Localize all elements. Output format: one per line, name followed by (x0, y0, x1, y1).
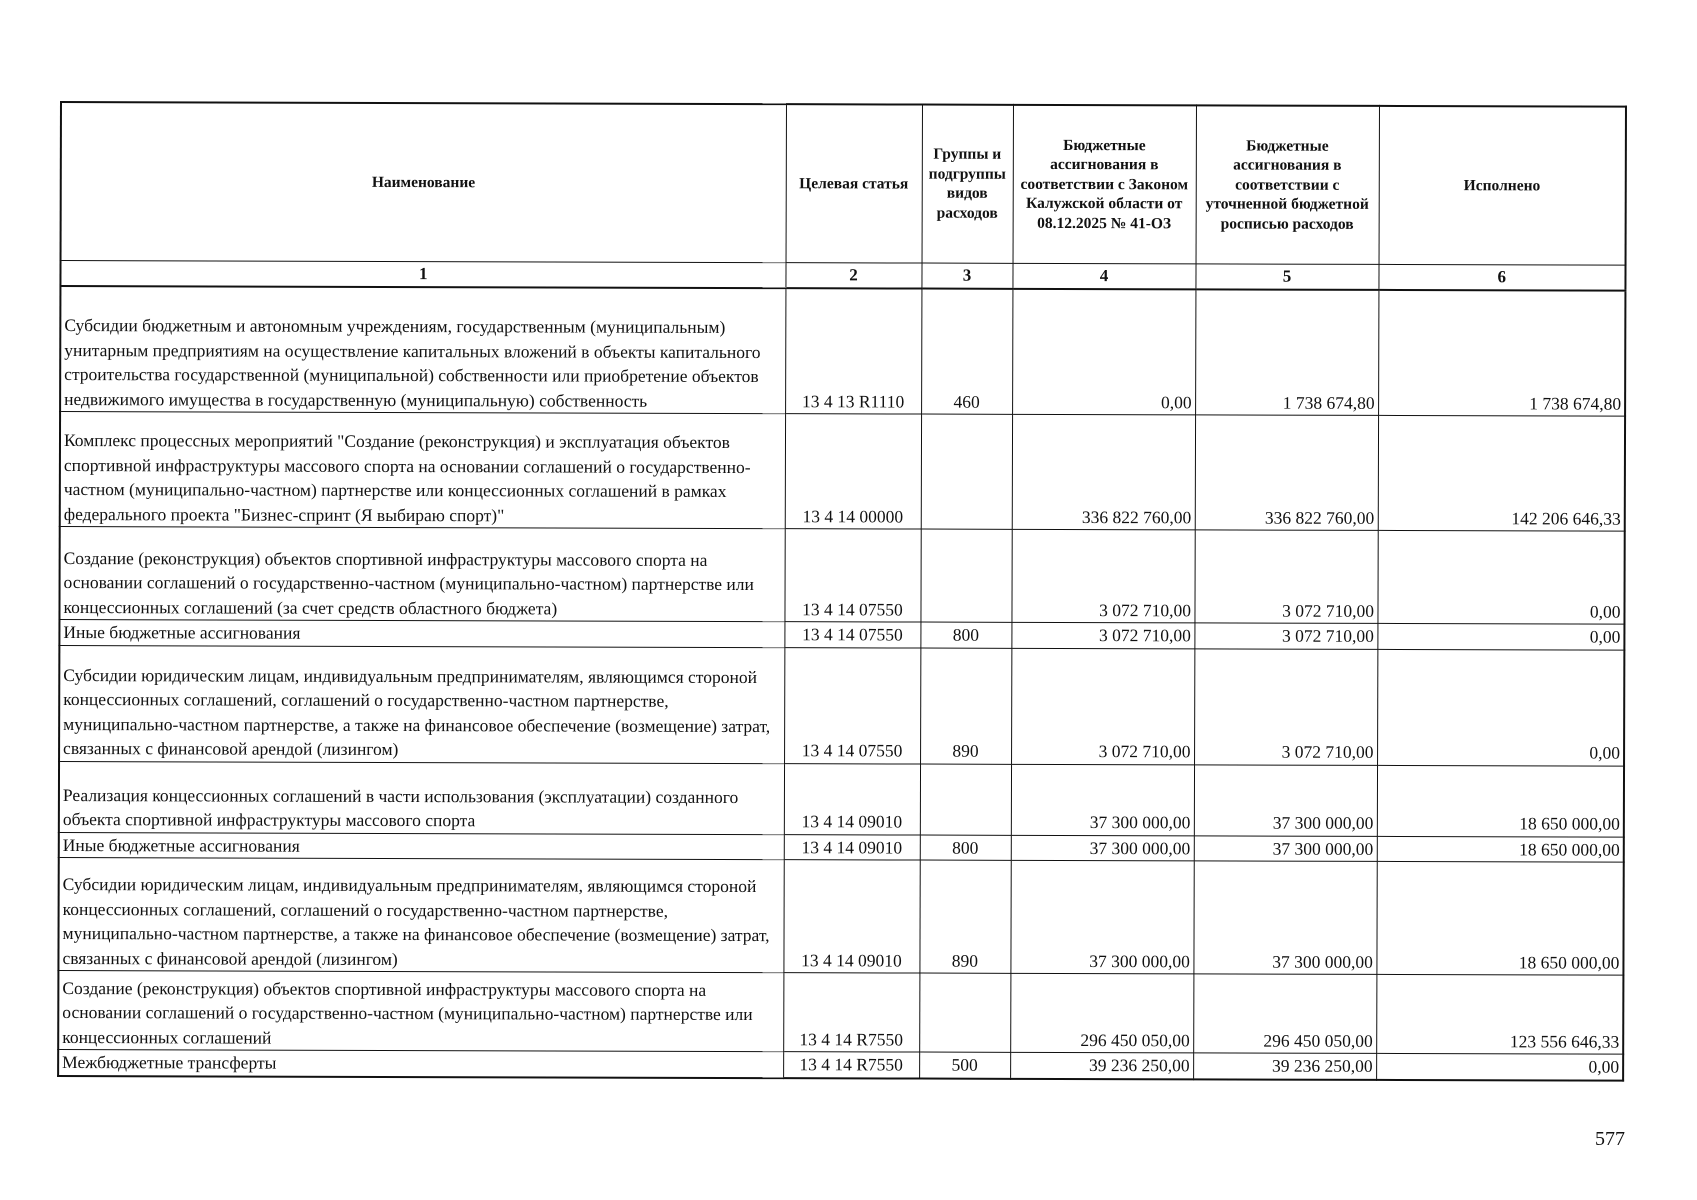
row-name: Комплекс процессных мероприятий "Создание (реконструкция) и эксплуатация объектов спортивной инфраструктуры массового спорта на основании соглашений о государственно-частном (муниципально-частном) партнерстве или концессионных соглашений в рамках федерального проекта "Бизнес-спринт (Я выбираю спорт)" (60, 412, 785, 529)
row-revised-amount: 39 236 250,00 (1193, 1053, 1376, 1080)
row-law-amount: 39 236 250,00 (1010, 1052, 1193, 1079)
row-group: 800 (920, 835, 1011, 861)
row-revised-amount: 37 300 000,00 (1194, 764, 1377, 836)
row-name: Создание (реконструкция) объектов спортивной инфраструктуры массового спорта на основании соглашений о государственно-частном (муниципально-частном) партнерстве или концессионных соглашений (за счет средств областного бюджета) (59, 527, 784, 622)
header-executed: Исполнено (1379, 106, 1626, 265)
row-executed-amount: 0,00 (1377, 530, 1624, 624)
row-executed-amount: 18 650 000,00 (1376, 861, 1623, 975)
row-group: 500 (919, 1052, 1010, 1078)
row-executed-amount: 18 650 000,00 (1377, 836, 1624, 862)
header-revised: Бюджетные ассигнования в соответствии с уточненной бюджетной росписью расходов (1196, 105, 1379, 264)
table-row (59, 761, 1624, 837)
column-number: 6 (1378, 264, 1625, 290)
row-law-amount: 3 072 710,00 (1011, 529, 1194, 623)
row-revised-amount: 1 738 674,80 (1195, 289, 1378, 416)
row-revised-amount: 37 300 000,00 (1193, 861, 1376, 975)
table-row (59, 645, 1624, 766)
table-row (58, 857, 1623, 975)
row-code: 13 4 14 07550 (784, 622, 920, 648)
row-name: Реализация концессионных соглашений в части использования (эксплуатации) созданного объекта спортивной инфраструктуры массового спорта (59, 761, 784, 834)
row-name: Субсидии юридическим лицам, индивидуальным предпринимателям, являющимся стороной концессионных соглашений, соглашений о государственно-частном партнерстве, муниципально-частном партнерстве, а также на финансовое обеспечение (возмещение) затрат, связанных с финансовой арендой (лизингом) (59, 645, 784, 763)
row-law-amount: 3 072 710,00 (1011, 648, 1194, 765)
column-number: 1 (60, 260, 785, 288)
row-code: 13 4 14 R7550 (783, 1052, 919, 1078)
row-code: 13 4 14 09010 (784, 834, 920, 860)
row-executed-amount: 123 556 646,33 (1376, 974, 1623, 1054)
row-name: Субсидии бюджетным и автономным учреждениям, государственным (муниципальным) унитарным предприятиям на осуществление капитальных вложений в объекты капитального строительства государственной (муниципальной) собственности или приобретение объектов недвижимого имущества в государственную (муниципальную) собственность (60, 286, 785, 414)
row-group: 890 (920, 648, 1011, 764)
row-revised-amount: 37 300 000,00 (1194, 835, 1377, 861)
row-revised-amount: 3 072 710,00 (1194, 648, 1377, 765)
table-row (59, 527, 1624, 625)
row-executed-amount: 0,00 (1376, 1053, 1623, 1080)
row-law-amount: 296 450 050,00 (1010, 973, 1193, 1053)
table-row (58, 970, 1623, 1054)
row-name: Создание (реконструкция) объектов спортивной инфраструктуры массового спорта на основании соглашений о государственно-частном (муниципально-частном) партнерстве или концессионных соглашений (58, 970, 783, 1051)
row-group (920, 529, 1011, 622)
row-group: 800 (920, 622, 1011, 648)
row-code: 13 4 14 07550 (784, 647, 920, 763)
row-revised-amount: 3 072 710,00 (1194, 530, 1377, 624)
row-group (920, 764, 1011, 835)
row-name: Иные бюджетные ассигнования (59, 620, 784, 648)
table-row (60, 286, 1625, 417)
budget-sheet (57, 101, 1625, 1081)
row-code: 13 4 14 09010 (783, 860, 919, 973)
row-law-amount: 37 300 000,00 (1011, 835, 1194, 861)
row-group (919, 973, 1010, 1052)
page-number: 577 (1595, 1128, 1625, 1150)
header-row (61, 102, 1626, 265)
budget-table (57, 101, 1627, 1081)
row-law-amount: 37 300 000,00 (1010, 860, 1193, 974)
row-executed-amount: 18 650 000,00 (1377, 765, 1624, 837)
header-code: Целевая статья (786, 104, 922, 262)
table-row (59, 620, 1624, 650)
table-row (60, 412, 1625, 532)
row-code: 13 4 14 07550 (784, 529, 920, 622)
row-code: 13 4 14 00000 (785, 414, 921, 529)
row-group: 890 (919, 860, 1010, 973)
header-group: Группы и подгруппы видов расходов (922, 105, 1013, 263)
column-number: 4 (1012, 263, 1195, 289)
header-name: Наименование (61, 102, 786, 262)
header-law: Бюджетные ассигнования в соответствии с Законом Калужской области от 08.12.2025 № 41-ОЗ (1013, 105, 1196, 264)
row-revised-amount: 336 822 760,00 (1195, 415, 1378, 531)
column-number: 5 (1195, 263, 1378, 289)
row-law-amount: 336 822 760,00 (1012, 414, 1195, 530)
column-number: 3 (921, 263, 1012, 289)
table-row (59, 832, 1624, 862)
row-revised-amount: 3 072 710,00 (1194, 623, 1377, 649)
row-revised-amount: 296 450 050,00 (1193, 974, 1376, 1054)
table-row (58, 1049, 1623, 1080)
row-executed-amount: 142 206 646,33 (1378, 415, 1625, 531)
row-group (921, 414, 1012, 529)
row-name: Межбюджетные трансферты (58, 1049, 783, 1077)
row-code: 13 4 13 R1110 (785, 288, 921, 414)
row-code: 13 4 14 R7550 (783, 973, 919, 1052)
row-code: 13 4 14 09010 (784, 763, 920, 834)
column-number: 2 (785, 262, 921, 288)
row-group: 460 (921, 288, 1012, 414)
row-law-amount: 37 300 000,00 (1011, 764, 1194, 836)
row-executed-amount: 0,00 (1377, 649, 1624, 766)
row-executed-amount: 1 738 674,80 (1378, 289, 1625, 416)
row-law-amount: 0,00 (1012, 288, 1195, 415)
row-name: Субсидии юридическим лицам, индивидуальным предпринимателям, являющимся стороной концессионных соглашений, соглашений о государственно-частном партнерстве, муниципально-частном партнерстве, а также на финансовое обеспечение (возмещение) затрат, связанных с финансовой арендой (лизингом) (58, 857, 783, 972)
row-law-amount: 3 072 710,00 (1011, 622, 1194, 648)
row-executed-amount: 0,00 (1377, 623, 1624, 649)
row-name: Иные бюджетные ассигнования (59, 832, 784, 860)
